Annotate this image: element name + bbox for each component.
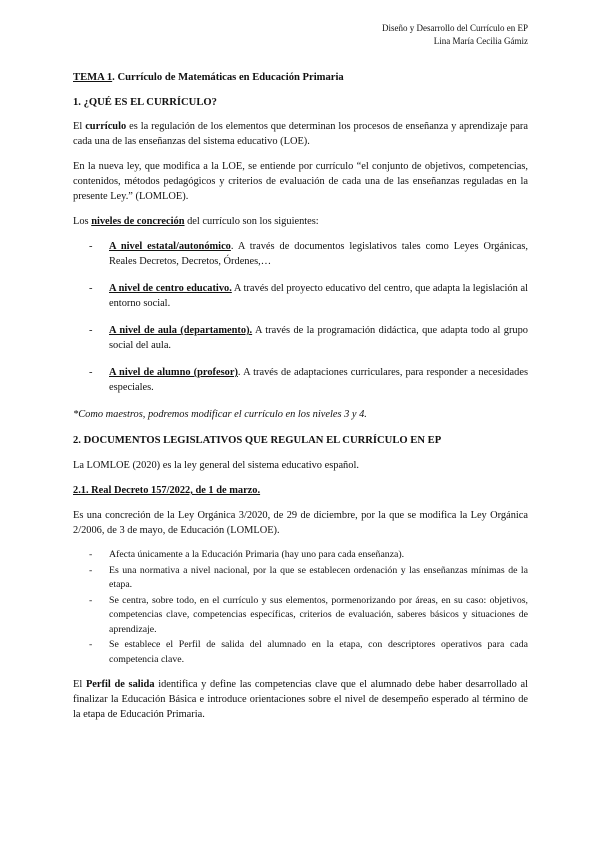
page-header bbox=[382, 22, 528, 48]
list-item: - Es una normativa a nivel nacional, por la que se establecen ordenación y las enseñanzas mínimas de la etapa. bbox=[89, 564, 528, 590]
list-item: - A nivel de centro educativo. A través del proyecto educativo del centro, que adapta la legislación al entorno social. bbox=[89, 283, 528, 309]
header-course: Diseño y Desarrollo del Currículo en EP bbox=[382, 23, 528, 33]
section2-paragraph-1: La LOMLOE (2020) es la ley general del sistema educativo español. bbox=[73, 460, 359, 471]
section2-heading: 2. DOCUMENTOS LEGISLATIVOS QUE REGULAN EL CURRÍCULO EN EP bbox=[73, 435, 442, 446]
levels-list bbox=[73, 239, 528, 395]
list-item: - Se establece el Perfil de salida del alumnado en la etapa, con descriptores operativos para cada competencia clave. bbox=[89, 639, 528, 665]
section1-paragraph-2: En la nueva ley, que modifica a la LOE, se entiende por currículo “el conjunto de objetivos, competencias, contenidos, métodos pedagógicos y criterios de evaluación de cada una de las enseñanzas reguladas en la presente Ley.” (LOMLOE). bbox=[73, 161, 528, 202]
header-author: Lina María Cecilia Gámiz bbox=[433, 36, 528, 46]
teacher-note: *Como maestros, podremos modificar el currículo en los niveles 3 y 4. bbox=[73, 409, 367, 420]
term-curriculo: currículo bbox=[85, 121, 127, 132]
list-item: - A nivel de aula (departamento). A través de la programación didáctica, que adapta todo al grupo social del aula. bbox=[89, 325, 528, 351]
title-separator: . bbox=[112, 72, 118, 83]
term-niveles: niveles de concreción bbox=[91, 216, 185, 227]
section1-paragraph-1: El currículo es la regulación de los elementos que determinan los procesos de enseñanza y aprendizaje para cada una de las enseñanzas del sistema educativo (LOE). bbox=[73, 121, 528, 147]
section1-paragraph-3: Los niveles de concreción del currículo son los siguientes: bbox=[73, 216, 319, 227]
list-item: - Se centra, sobre todo, en el currículo y sus elementos, pormenorizando por áreas, en su caso: objetivos, competencias clave, competencias específicas, criterios de evaluación, saberes básicos y situaciones de aprendizaje. bbox=[89, 594, 528, 635]
list-item: - Afecta únicamente a la Educación Primaria (hay uno para cada enseñanza). bbox=[89, 549, 405, 560]
section2-paragraph-2: Es una concreción de la Ley Orgánica 3/2020, de 29 de diciembre, por la que se modifica la Ley Orgánica 2/2006, de 3 de mayo, de Educación (LOMLOE). bbox=[73, 510, 528, 536]
document-body bbox=[73, 70, 528, 732]
list-item: - A nivel estatal/autonómico. A través de documentos legislativos tales como Leyes Orgánicas, Reales Decretos, Decretos, Órdenes,… bbox=[89, 241, 528, 267]
section1-heading: 1. ¿QUÉ ES EL CURRÍCULO? bbox=[73, 97, 217, 108]
title-text: Currículo de Matemáticas en Educación Primaria bbox=[117, 72, 344, 83]
list-item: - A nivel de alumno (profesor). A través de adaptaciones curriculares, para responder a necesidades especiales. bbox=[89, 367, 528, 393]
term-perfil-salida: Perfil de salida bbox=[85, 679, 155, 690]
title-label: TEMA 1 bbox=[73, 72, 113, 83]
page-title bbox=[73, 70, 528, 85]
decree-bullets bbox=[73, 548, 528, 667]
section2-paragraph-3: El Perfil de salida identifica y define las competencias clave que el alumnado debe haber desarrollado al finalizar la Educación Básica e introduce orientaciones sobre el nivel de desempeño esperado al término de la etapa de Educación Primaria. bbox=[73, 679, 528, 720]
section2-subheading: 2.1. Real Decreto 157/2022, de 1 de marzo. bbox=[73, 485, 261, 496]
